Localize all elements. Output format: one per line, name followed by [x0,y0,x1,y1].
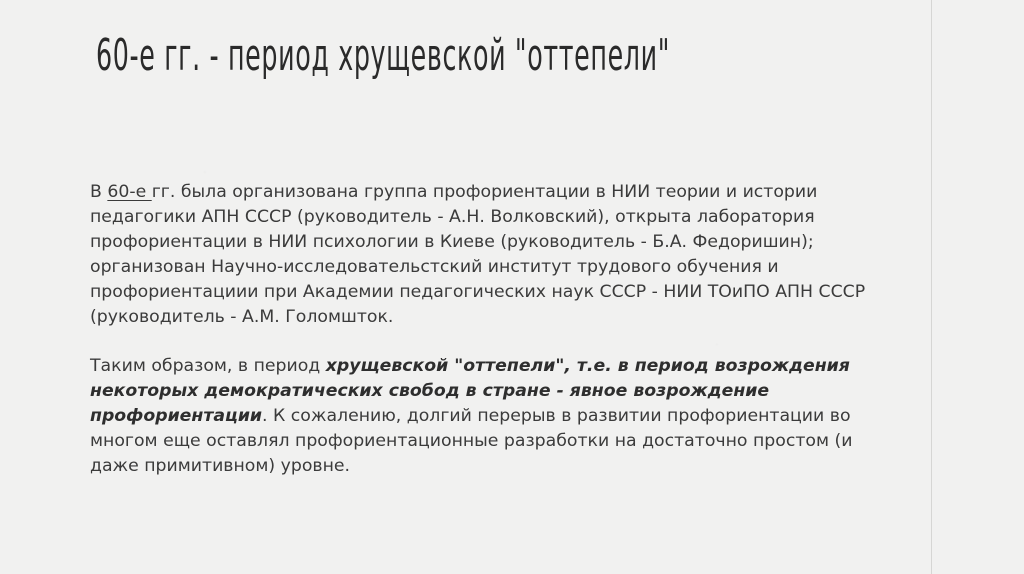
paragraph-2-emphasis: хрущевской "оттепели", т.е. в период возрождения некоторых демократических свобод в стране - явное возрождение профориентации [90,356,850,426]
slide-body [90,180,880,479]
slide-title: 60-е гг. - период хрущевской "оттепели" [96,30,671,81]
paragraph-2 [90,354,880,479]
margin-divider-line [931,0,932,574]
paragraph-2-rest: . К сожалению, долгий перерыв в развитии профориентации во многом еще оставлял профориентационные разработки на достаточно простом (и даже примитивном) уровне. [90,406,853,476]
paragraph-1 [90,180,880,330]
paragraph-1-rest: истории педагогики АПН СССР (руководитель - А.Н. Волковский), открыта лаборатория профориентации в НИИ психологии в Киеве (руководитель - Б.А. Федоришин); организован Научно-исследовательстский институт трудового обучения и профориентациии при Академии педагогических наук СССР - НИИ ТОиПО АПН СССР (руководитель - А.М. Голомшток. [90,182,866,327]
paragraph-1-prefix: В [90,182,108,202]
paragraph-1-line1: гг. была организована группа профориентации в НИИ теории и [151,182,738,202]
paragraph-1-underlined-year: 60-е [107,182,152,202]
paragraph-2-intro: Таким образом, в период [90,356,326,376]
